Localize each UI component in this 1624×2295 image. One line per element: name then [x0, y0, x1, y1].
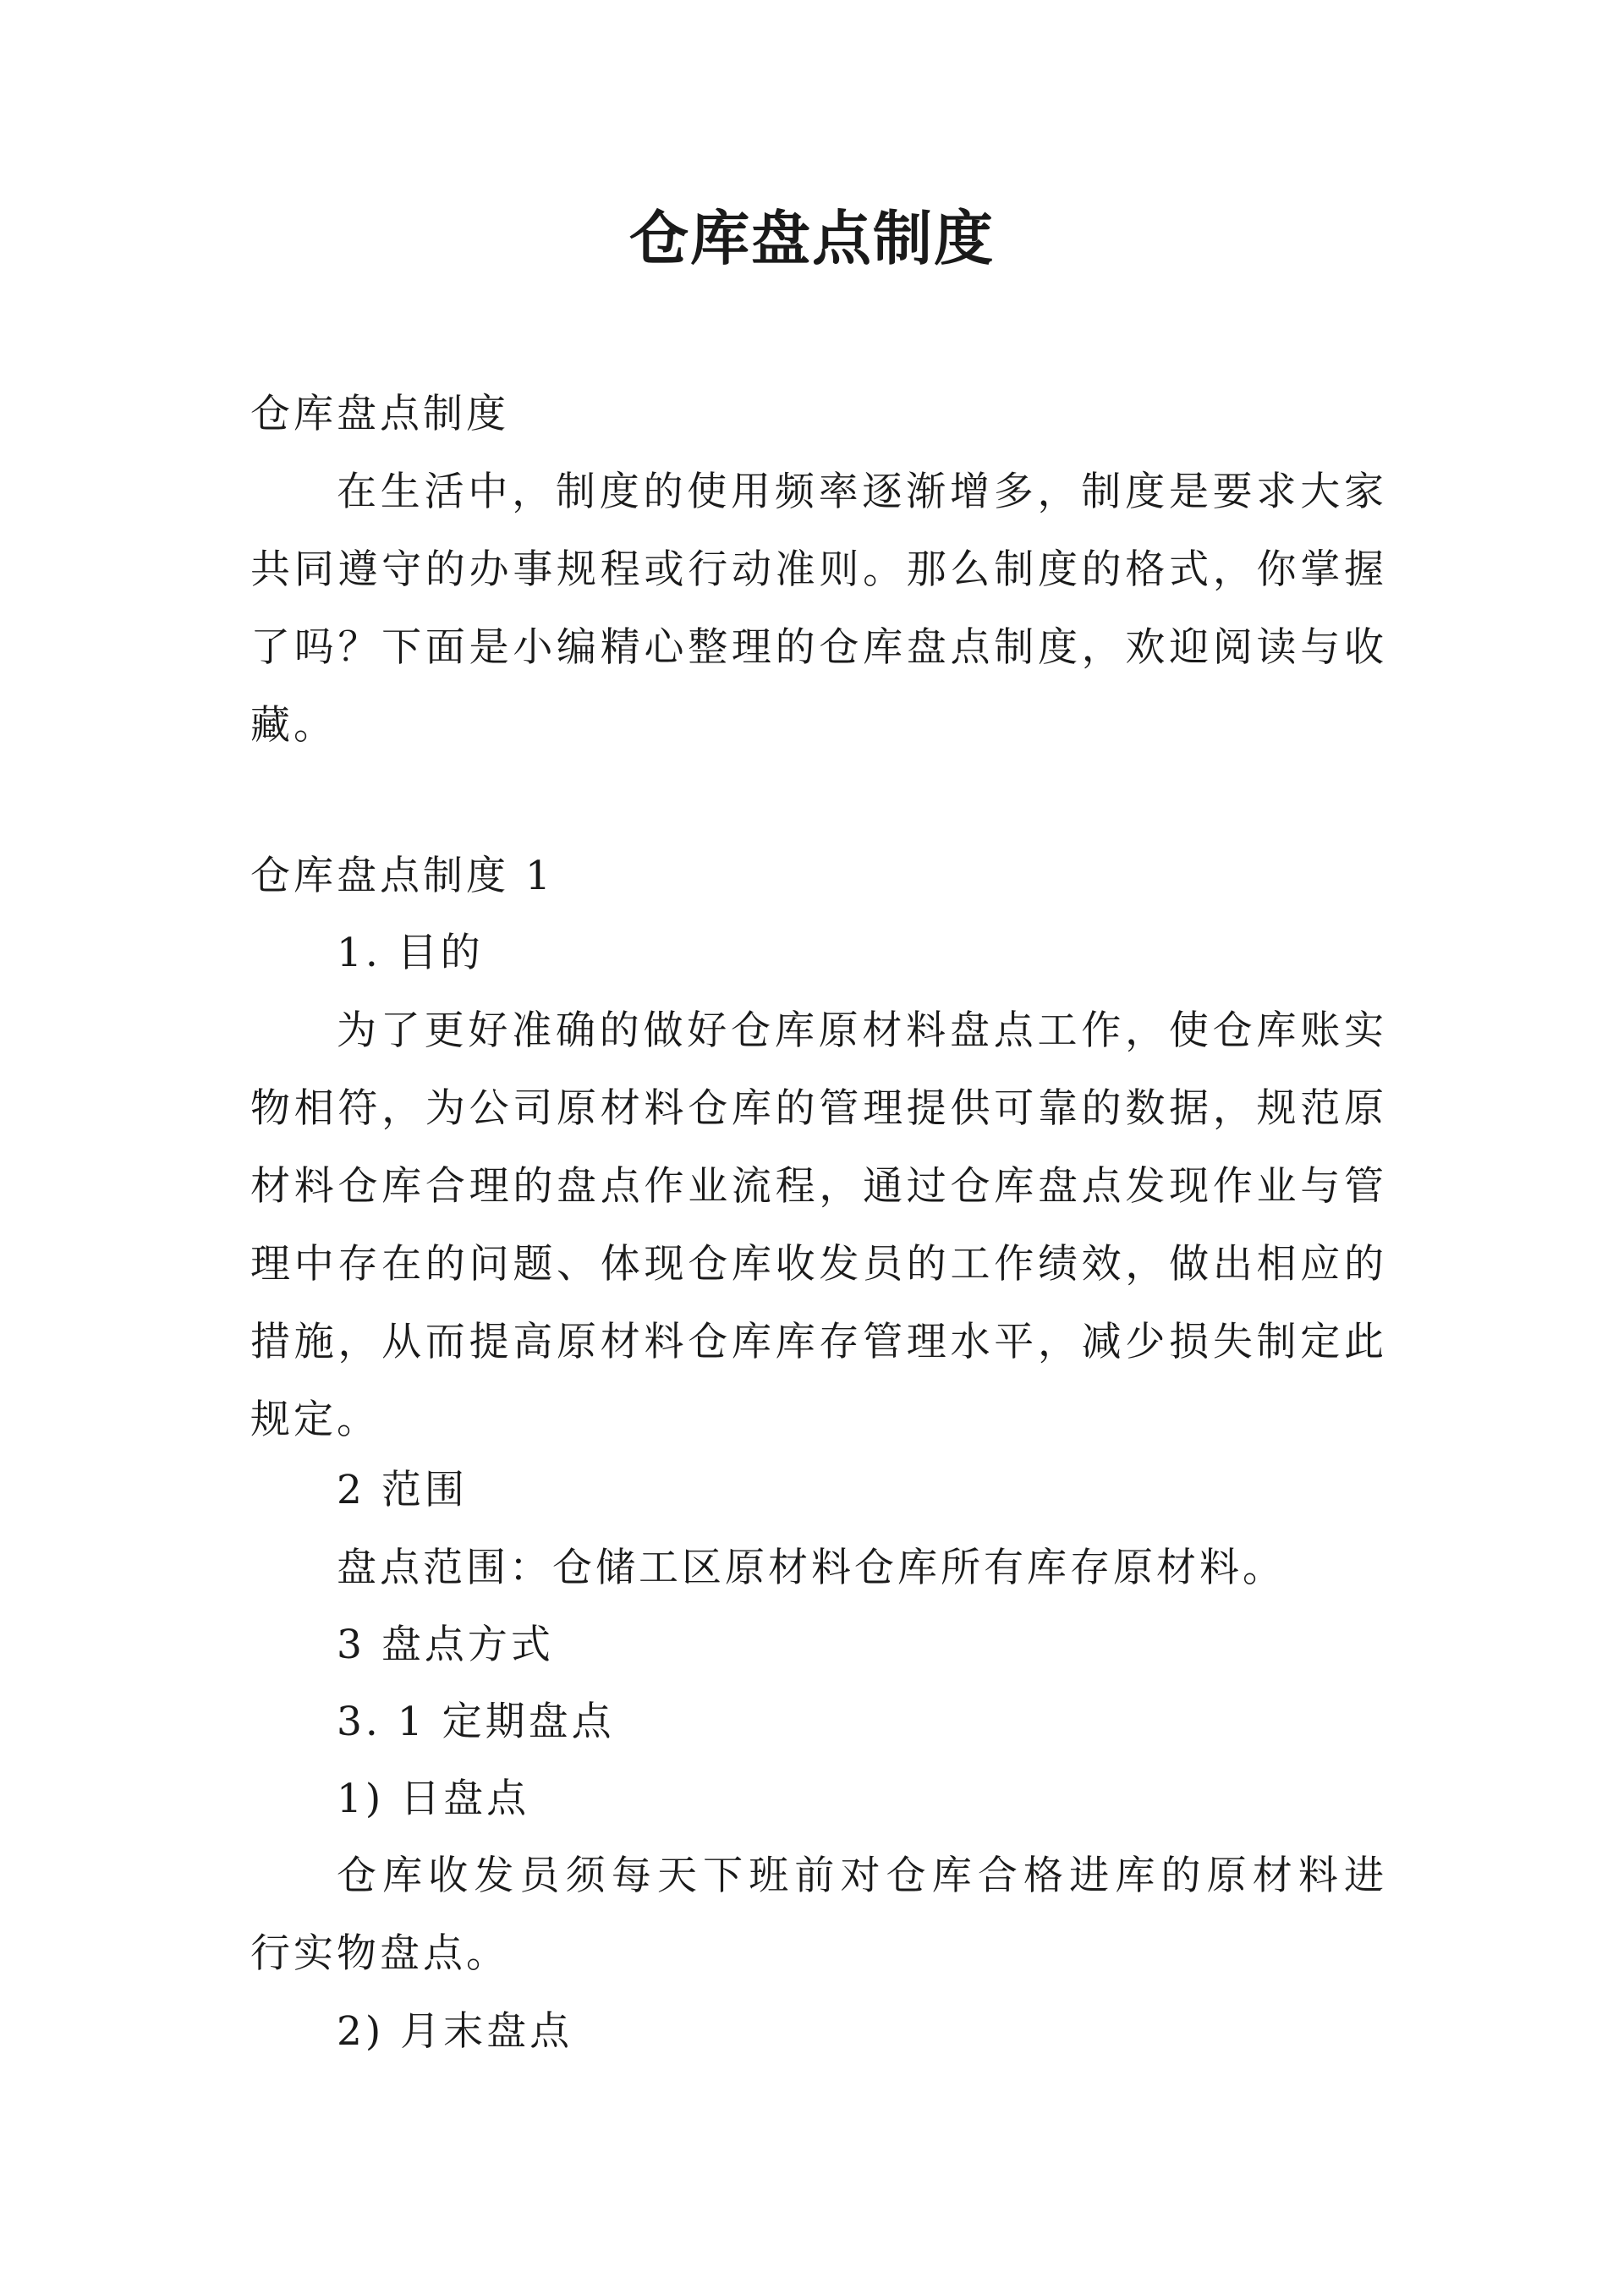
intro-line: 在生活中，制度的使用频率逐渐增多，制度是要求大家	[337, 469, 1384, 515]
subtitle: 仓库盘点制度	[250, 391, 509, 437]
purpose-line: 理中存在的问题、体现仓库收发员的工作绩效，做出相应的	[250, 1241, 1384, 1288]
intro-line: 共同遵守的办事规程或行动准则。那么制度的格式，你掌握	[250, 546, 1384, 593]
scope-text: 盘点范围：仓储工区原材料仓库所有库存原材料。	[337, 1545, 1286, 1591]
purpose-line: 为了更好准确的做好仓库原材料盘点工作，使仓库账实	[337, 1007, 1384, 1054]
daily-line: 仓库收发员须每天下班前对仓库合格进库的原材料进	[337, 1853, 1384, 1899]
purpose-line: 措施，从而提高原材料仓库库存管理水平，减少损失制定此	[250, 1319, 1384, 1365]
purpose-line: 材料仓库合理的盘点作业流程，通过仓库盘点发现作业与管	[250, 1163, 1384, 1210]
monthly-heading: 2) 月末盘点	[337, 2008, 573, 2055]
intro-line: 藏。	[250, 702, 337, 749]
document-title: 仓库盘点制度	[629, 204, 995, 273]
purpose-heading: 1. 目的	[337, 930, 484, 976]
daily-heading: 1) 日盘点	[337, 1776, 530, 1822]
purpose-line: 物相符，为公司原材料仓库的管理提供可靠的数据，规范原	[250, 1085, 1384, 1132]
daily-line: 行实物盘点。	[250, 1930, 509, 1977]
scope-heading: 2 范围	[337, 1467, 468, 1513]
section-title: 仓库盘点制度 1	[250, 853, 554, 899]
method-heading: 3 盘点方式	[337, 1622, 554, 1668]
purpose-line: 规定。	[250, 1397, 380, 1443]
periodic-heading: 3. 1 定期盘点	[337, 1699, 615, 1745]
intro-line: 了吗？下面是小编精心整理的仓库盘点制度，欢迎阅读与收	[250, 624, 1384, 671]
